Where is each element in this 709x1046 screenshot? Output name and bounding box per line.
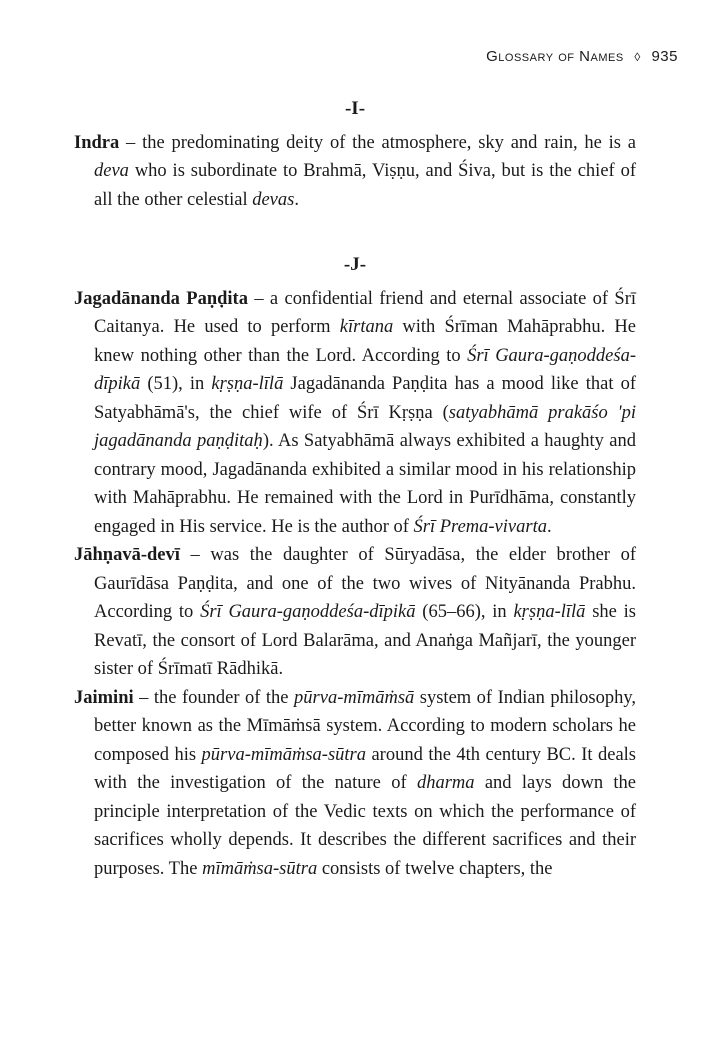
- entry-text: .: [294, 189, 299, 210]
- glossary-entry-jagadananda: [74, 285, 636, 542]
- diamond-separator-icon: ◊: [634, 50, 641, 64]
- entry-text: – was the daughter of Sūryadāsa, the elder brother of Gaurīdāsa Paṇḍita, and one of the two wives of Nityānanda Prabhu. According to: [94, 545, 636, 622]
- glossary-body: [74, 95, 636, 883]
- entry-term: Jagadānanda Paṇḍita: [74, 288, 248, 309]
- entry-italic: satyabhāmā prakāśo 'pi jagadānanda paṇḍitaḥ: [94, 402, 637, 451]
- header-title: Glossary of Names: [486, 48, 624, 65]
- entry-text: (65–66), in: [415, 602, 514, 622]
- entry-italic: pūrva-mīmāṁsā: [294, 687, 415, 708]
- entry-text: Jagadānanda Paṇḍita has a mood like that of Satyabhāmā's, the chief wife of Śrī Kṛṣṇa (: [94, 374, 636, 423]
- entry-text: .: [546, 516, 552, 537]
- entry-text: system of Indian philosophy, better known as the Mīmāṁsā system. According to modern scholars he composed his: [94, 687, 636, 765]
- running-header: [0, 48, 678, 65]
- entry-text: ). As Satyabhāmā always exhibited a haughty and contrary mood, Jagadānanda exhibited a similar mood in his relationship with Mahāprabhu. He remained with the Lord in Purīdhāma, constantly engaged in His service. He is the author of: [94, 431, 636, 537]
- entry-term: Indra: [74, 132, 120, 153]
- entry-text: consists of twelve chapters, the: [317, 858, 553, 879]
- section-heading-j: -J-: [343, 254, 367, 275]
- entry-text: with Śrīman Mahāprabhu. He knew nothing other than the Lord. According to: [94, 317, 636, 366]
- entry-italic: kīrtana: [339, 317, 394, 337]
- entry-text: (51), in: [140, 374, 212, 394]
- glossary-entry-jahnava: [74, 541, 636, 684]
- entry-italic: dharma: [416, 773, 475, 793]
- entry-italic: Śrī Prema-vivarta: [413, 516, 547, 537]
- entry-text: she is Revatī, the consort of Lord Balarāma, and Anaṅga Mañjarī, the younger sister of Śrīmatī Rādhikā.: [94, 602, 636, 679]
- entry-term: Jāhṇavā-devī: [74, 545, 180, 565]
- entry-italic: Śrī Gaura-gaṇoddeśa-dīpikā: [200, 602, 416, 622]
- section-heading-i: -I-: [344, 98, 366, 119]
- entry-text: who is subordinate to Brahmā, Viṣṇu, and Śiva, but is the chief of all the other celestial: [94, 161, 636, 210]
- glossary-entry-jaimini: [74, 684, 636, 884]
- entry-text: around the 4th century BC. It deals with the investigation of the nature of: [94, 744, 636, 793]
- entry-text: and lays down the principle interpretation of the Vedic texts on which the performance of sacrifices wholly depends. It describes the different sacrifices and their purposes. The: [94, 773, 636, 879]
- entry-italic: kṛṣṇa-līlā: [211, 374, 284, 394]
- entry-text: – the predominating deity of the atmosphere, sky and rain, he is a: [119, 132, 636, 153]
- entry-italic: pūrva-mīmāṁsa-sūtra: [201, 744, 366, 765]
- entry-text: – the founder of the: [133, 687, 295, 708]
- entry-italic: Śrī Gaura-gaṇoddeśa-dīpikā: [94, 345, 636, 394]
- entry-italic: kṛṣṇa-līlā: [513, 602, 586, 622]
- entry-text: – a confidential friend and eternal associate of Śrī Caitanya. He used to perform: [94, 288, 636, 337]
- glossary-entry-indra: [74, 129, 636, 215]
- entry-term: Jaimini: [74, 687, 134, 708]
- entry-italic: mīmāṁsa-sūtra: [202, 858, 318, 879]
- page-number: 935: [651, 48, 678, 65]
- entry-italic: devas: [252, 189, 295, 210]
- entry-italic: deva: [94, 161, 129, 181]
